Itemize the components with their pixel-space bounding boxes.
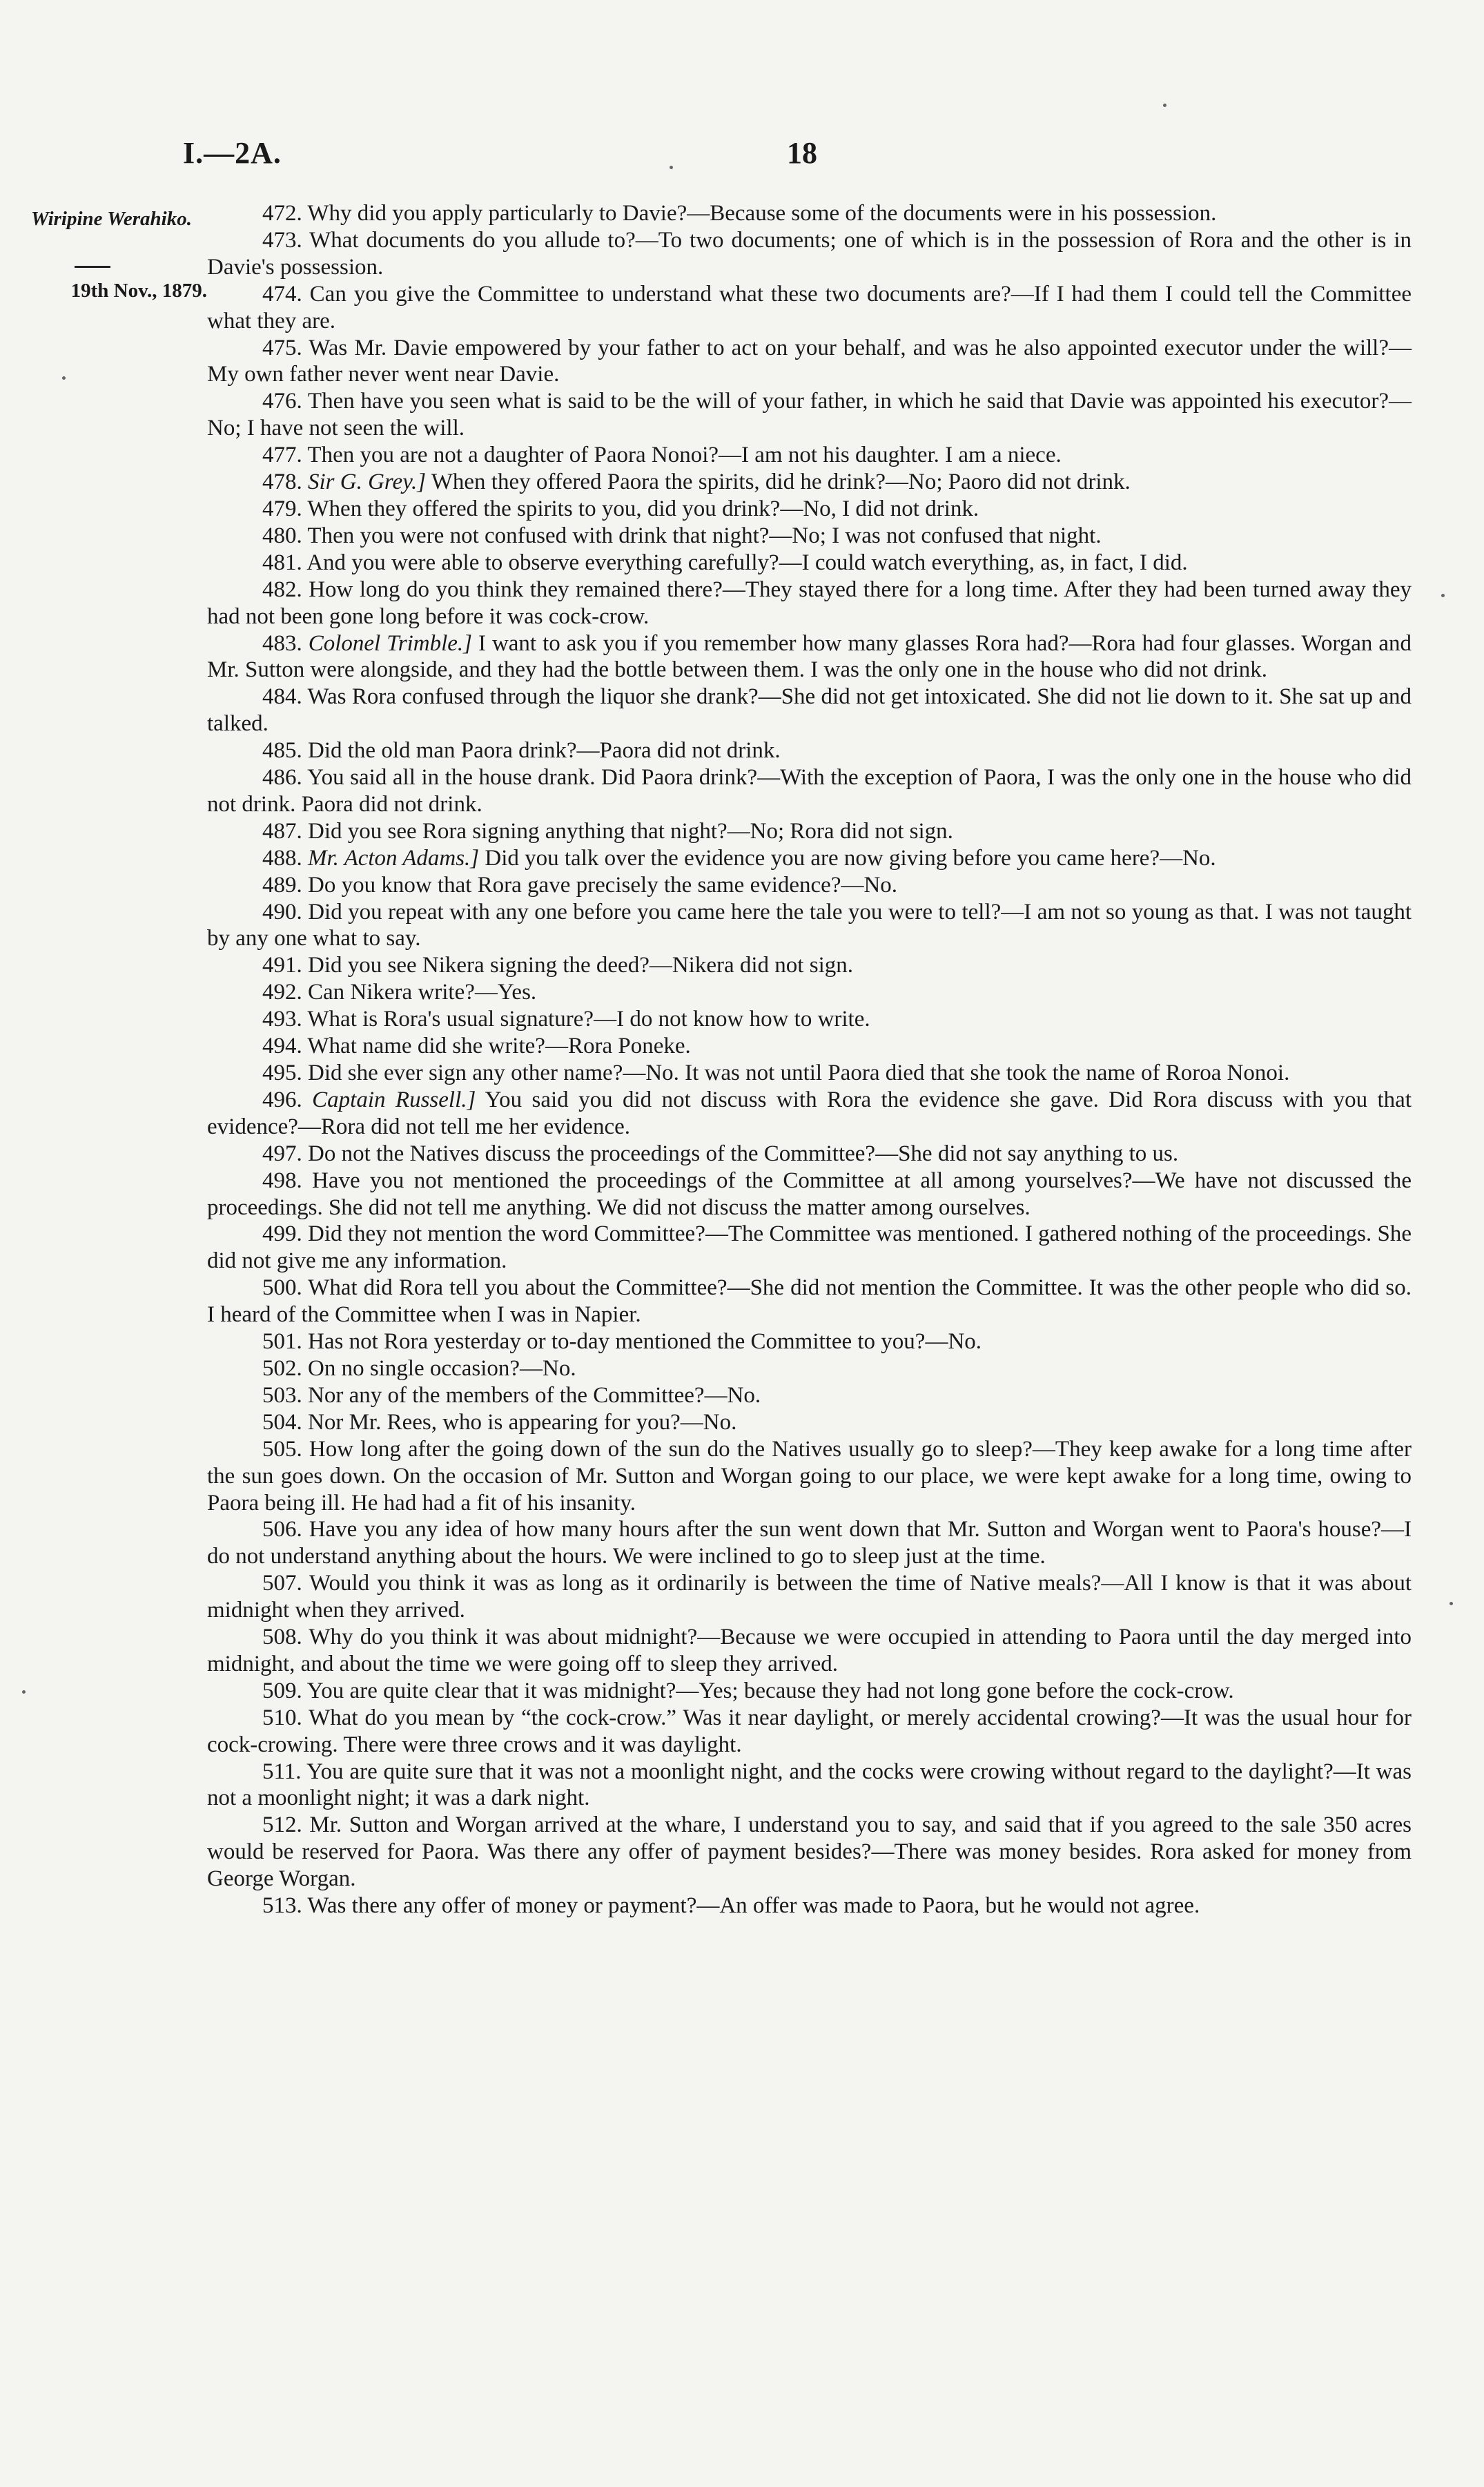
question-479 [207, 496, 1412, 523]
question-number: 511. [262, 1759, 302, 1784]
question-513 [207, 1893, 1412, 1919]
question-answer-text: What do you mean by “the cock-crow.” Was it near daylight, or merely accidental crowing?—It was the usual hour for cock-crowing. There were three crows and it was daylight. [207, 1705, 1412, 1757]
question-510 [207, 1705, 1412, 1759]
question-487 [207, 818, 1412, 845]
question-number: 487. [262, 818, 302, 844]
question-492 [207, 979, 1412, 1006]
question-answer-text: Then have you seen what is said to be the will of your father, in which he said that Davie was appointed his executor?—No; I have not seen the will. [207, 389, 1412, 441]
question-511 [207, 1759, 1412, 1812]
scan-speck [1449, 1602, 1453, 1605]
question-486 [207, 764, 1412, 818]
question-number: 479. [262, 496, 302, 521]
question-answer-text: Would you think it was as long as it ordinarily is between the time of Native meals?—All I know is that it was about midnight when they arrived. [207, 1571, 1412, 1623]
question-number: 513. [262, 1893, 302, 1919]
question-509 [207, 1678, 1412, 1705]
question-answer-text: You are quite clear that it was midnight?—Yes; because they had not long gone before the cock-crow. [306, 1678, 1234, 1703]
question-answer-text: You said all in the house drank. Did Paora drink?—With the exception of Paora, I was the only one in the house who did not drink. Paora did not drink. [207, 765, 1412, 817]
question-477 [207, 442, 1412, 469]
question-answer-text: Did she ever sign any other name?—No. It was not until Paora died that she took the name of Roroa Nonoi. [308, 1061, 1290, 1085]
question-474 [207, 281, 1412, 335]
question-answer-text: On no single occasion?—No. [308, 1355, 576, 1381]
question-512 [207, 1812, 1412, 1893]
question-497 [207, 1141, 1412, 1168]
question-489 [207, 872, 1412, 899]
question-number: 492. [262, 980, 302, 1005]
questioner-name: Sir G. Grey.] [308, 470, 427, 495]
question-number: 490. [262, 899, 302, 925]
scan-speck [1441, 594, 1445, 597]
question-478 [207, 469, 1412, 496]
question-answer-text: I want to ask you if you remember how many glasses Rora had?—Rora had four glasses. Worgan and Mr. Sutton were alongside, and they had the bottle between them. I was the only one in the house who did not drink. [207, 630, 1412, 683]
question-answer-text: Did you see Nikera signing the deed?—Nikera did not sign. [308, 953, 853, 978]
question-496 [207, 1087, 1412, 1141]
question-481 [207, 550, 1412, 577]
scan-speck [1163, 104, 1166, 107]
question-500 [207, 1275, 1412, 1328]
question-number: 483. [262, 630, 302, 656]
question-answer-text: How long after the going down of the sun do the Natives usually go to sleep?—They keep awake for a long time after the sun goes down. On the occasion of Mr. Sutton and Worgan going to our place, we were kept awake for a long time, owing to Paora being ill. He had had a fit of his insanity. [207, 1436, 1412, 1516]
question-answer-text: Why did you apply particularly to Davie?—Because some of the documents were in his possession. [307, 201, 1217, 226]
question-number: 489. [262, 872, 302, 898]
question-answer-text: What is Rora's usual signature?—I do not know how to write. [307, 1007, 870, 1032]
question-number: 475. [262, 335, 302, 360]
question-answer-text: You said you did not discuss with Rora the evidence she gave. Did Rora discuss with you that evidence?—Rora did not tell me her evidence. [207, 1087, 1412, 1139]
margin-divider [75, 266, 110, 268]
question-answer-text: When they offered the spirits to you, did you drink?—No, I did not drink. [307, 496, 979, 521]
questioner-name: Colonel Trimble.] [308, 630, 472, 656]
question-number: 478. [262, 470, 302, 495]
question-answer-text: Has not Rora yesterday or to-day mentioned the Committee to you?—No. [308, 1329, 982, 1355]
question-number: 488. [262, 845, 302, 871]
question-501 [207, 1328, 1412, 1355]
hearing-date: 19th Nov., 1879. [70, 280, 207, 302]
question-number: 507. [262, 1571, 302, 1596]
question-number: 498. [262, 1168, 302, 1193]
question-number: 502. [262, 1355, 302, 1381]
question-answer-text: Was Rora confused through the liquor she drank?—She did not get intoxicated. She did not lie down to it. She sat up and talked. [207, 684, 1412, 737]
evidence-transcript [207, 200, 1412, 1919]
scan-speck [22, 1690, 26, 1694]
question-507 [207, 1570, 1412, 1624]
question-number: 494. [262, 1034, 302, 1059]
question-number: 508. [262, 1625, 302, 1650]
question-494 [207, 1033, 1412, 1060]
question-504 [207, 1409, 1412, 1436]
questioner-name: Captain Russell.] [312, 1087, 476, 1112]
question-answer-text: Did you talk over the evidence you are now giving before you came here?—No. [485, 845, 1216, 871]
question-number: 491. [262, 953, 302, 978]
question-answer-text: Why do you think it was about midnight?—Because we were occupied in attending to Paora until the day merged into midnight, and about the time we were going off to sleep they arrived. [207, 1625, 1412, 1676]
question-answer-text: What name did she write?—Rora Poneke. [307, 1034, 691, 1059]
question-answer-text: Was there any offer of money or payment?—An offer was made to Paora, but he would not agree. [307, 1893, 1200, 1919]
question-number: 495. [262, 1061, 302, 1085]
question-476 [207, 388, 1412, 442]
question-505 [207, 1436, 1412, 1517]
question-answer-text: Mr. Sutton and Worgan arrived at the whare, I understand you to say, and said that if you agreed to the sale 350 acres would be reserved for Paora. Was there any offer of payment besides?—There was money besides. Rora asked for money from George Worgan. [207, 1812, 1412, 1892]
question-number: 477. [262, 443, 302, 468]
question-number: 476. [262, 389, 302, 414]
question-475 [207, 335, 1412, 389]
question-answer-text: What did Rora tell you about the Committee?—She did not mention the Committee. It was the other people who did so. I heard of the Committee when I was in Napier. [207, 1275, 1412, 1328]
question-answer-text: Did you repeat with any one before you came here the tale you were to tell?—I am not so young as that. I was not taught by any one what to say. [207, 899, 1412, 951]
question-answer-text: Nor Mr. Rees, who is appearing for you?—No. [308, 1409, 737, 1435]
question-answer-text: Was Mr. Davie empowered by your father to act on your behalf, and was he also appointed executor under the will?—My own father never went near Davie. [207, 335, 1412, 387]
question-498 [207, 1168, 1412, 1221]
question-473 [207, 227, 1412, 281]
question-number: 481. [262, 550, 302, 575]
question-answer-text: Nor any of the members of the Committee?—No. [308, 1382, 761, 1408]
question-number: 499. [262, 1221, 302, 1247]
question-number: 512. [262, 1812, 302, 1838]
question-number: 510. [262, 1705, 302, 1730]
question-number: 496. [262, 1087, 302, 1112]
question-number: 505. [262, 1436, 302, 1462]
question-answer-text: Have you any idea of how many hours after the sun went down that Mr. Sutton and Worgan went to Paora's house?—I do not understand anything about the hours. We were inclined to go to sleep just at the time. [207, 1517, 1412, 1569]
question-499 [207, 1221, 1412, 1275]
question-number: 497. [262, 1141, 302, 1166]
question-number: 501. [262, 1329, 302, 1355]
question-answer-text: Can you give the Committee to understand what these two documents are?—If I had them I could tell the Committee what they are. [207, 281, 1412, 333]
question-answer-text: What documents do you allude to?—To two documents; one of which is in the possession of Rora and the other is in Davie's possession. [207, 227, 1412, 280]
question-number: 504. [262, 1409, 302, 1435]
question-number: 485. [262, 738, 302, 764]
question-number: 509. [262, 1678, 302, 1703]
question-488 [207, 845, 1412, 872]
document-reference: I.—2A. [183, 136, 282, 170]
question-number: 506. [262, 1517, 302, 1542]
question-answer-text: You are quite sure that it was not a moonlight night, and the cocks were crowing without regard to the daylight?—It was not a moonlight night; it was a dark night. [207, 1759, 1412, 1811]
question-number: 484. [262, 684, 302, 710]
question-answer-text: How long do you think they remained there?—They stayed there for a long time. After they had been turned away they had not been gone long before it was cock-crow. [207, 577, 1412, 629]
question-508 [207, 1624, 1412, 1678]
question-answer-text: Then you were not confused with drink that night?—No; I was not confused that night. [307, 523, 1102, 548]
question-answer-text: Do not the Natives discuss the proceedings of the Committee?—She did not say anything to us. [308, 1141, 1179, 1166]
questioner-name: Mr. Acton Adams.] [308, 845, 480, 871]
question-answer-text: Do you know that Rora gave precisely the same evidence?—No. [308, 872, 898, 898]
question-502 [207, 1355, 1412, 1382]
page-number: 18 [787, 136, 817, 170]
question-answer-text: When they offered Paora the spirits, did he drink?—No; Paoro did not drink. [431, 470, 1131, 495]
question-number: 472. [262, 201, 302, 226]
question-472 [207, 200, 1412, 227]
question-answer-text: Did they not mention the word Committee?—The Committee was mentioned. I gathered nothing of the proceedings. She did not give me any information. [207, 1221, 1412, 1274]
question-number: 486. [262, 765, 302, 791]
question-480 [207, 523, 1412, 550]
question-493 [207, 1006, 1412, 1033]
question-number: 473. [262, 227, 302, 253]
question-answer-text: Have you not mentioned the proceedings of the Committee at all among yourselves?—We have not discussed the proceedings. She did not tell me anything. We did not discuss the matter among ourselves. [207, 1168, 1412, 1220]
question-number: 482. [262, 577, 302, 602]
question-answer-text: Can Nikera write?—Yes. [308, 980, 537, 1005]
question-answer-text: Then you are not a daughter of Paora Nonoi?—I am not his daughter. I am a niece. [307, 443, 1062, 468]
question-number: 503. [262, 1382, 302, 1408]
question-491 [207, 952, 1412, 979]
scan-speck [670, 166, 673, 169]
question-506 [207, 1516, 1412, 1570]
question-answer-text: Did you see Rora signing anything that night?—No; Rora did not sign. [308, 818, 953, 844]
question-485 [207, 737, 1412, 764]
question-484 [207, 684, 1412, 737]
question-490 [207, 899, 1412, 953]
question-482 [207, 577, 1412, 630]
question-495 [207, 1060, 1412, 1087]
question-answer-text: And you were able to observe everything carefully?—I could watch everything, as, in fact, I did. [306, 550, 1188, 575]
scan-speck [62, 376, 66, 380]
question-number: 480. [262, 523, 302, 548]
question-number: 493. [262, 1007, 302, 1032]
witness-name: Wiripine Werahiko. [30, 208, 192, 230]
question-number: 500. [262, 1275, 302, 1301]
question-483 [207, 630, 1412, 684]
question-answer-text: Did the old man Paora drink?—Paora did not drink. [308, 738, 781, 764]
question-503 [207, 1382, 1412, 1409]
question-number: 474. [262, 281, 302, 307]
